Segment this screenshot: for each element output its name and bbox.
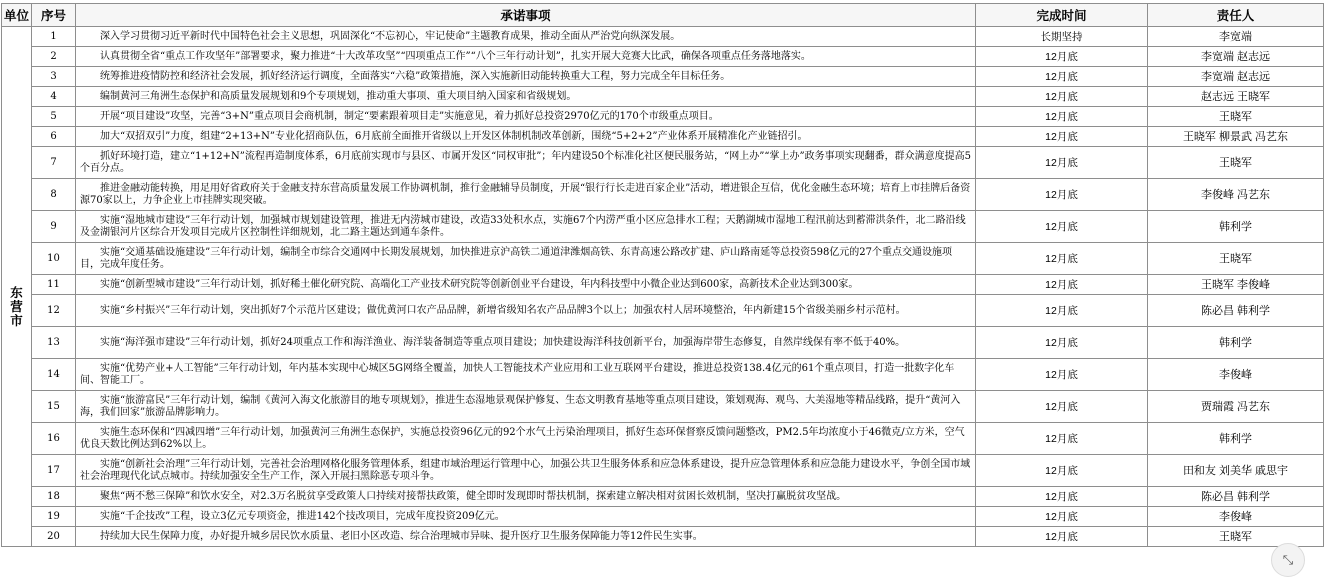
table-row [2, 327, 1324, 359]
completion-time: 12月底 [976, 243, 1148, 275]
commitment-text: 实施“交通基础设施建设”三年行动计划，编制全市综合交通网中长期发展规划，加快推进京沪高铁二通道津潍烟高铁、东青高速公路改扩建、庐山路南延等总投资598亿元的27个重点交通设施项目，完成年度任务。 [76, 243, 976, 275]
completion-time: 12月底 [976, 527, 1148, 547]
header-time: 完成时间 [976, 4, 1148, 27]
completion-time: 12月底 [976, 211, 1148, 243]
row-number: 20 [32, 527, 76, 547]
completion-time: 12月底 [976, 295, 1148, 327]
table-row [2, 295, 1324, 327]
table-row [2, 423, 1324, 455]
header-person: 责任人 [1148, 4, 1324, 27]
responsible-person: 王晓军 [1148, 147, 1324, 179]
responsible-person: 韩利学 [1148, 423, 1324, 455]
completion-time: 长期坚持 [976, 27, 1148, 47]
responsible-person: 李宽端 赵志远 [1148, 47, 1324, 67]
commitment-text: 编制黄河三角洲生态保护和高质量发展规划和9个专项规划，推动重大事项、重大项目纳入国家和省级规划。 [76, 87, 976, 107]
commitment-text: 实施“海洋强市建设”三年行动计划，抓好24项重点工作和海洋渔业、海洋装备制造等重点项目建设；加快建设海洋科技创新平台，加强海岸带生态修复，自然岸线保有率不低于40%。 [76, 327, 976, 359]
completion-time: 12月底 [976, 487, 1148, 507]
row-number: 16 [32, 423, 76, 455]
commitment-text: 实施“千企技改”工程，设立3亿元专项资金，推进142个技改项目，完成年度投资209亿元。 [76, 507, 976, 527]
row-number: 19 [32, 507, 76, 527]
table-row [2, 487, 1324, 507]
completion-time: 12月底 [976, 67, 1148, 87]
row-number: 2 [32, 47, 76, 67]
row-number: 12 [32, 295, 76, 327]
completion-time: 12月底 [976, 127, 1148, 147]
responsible-person: 李俊峰 [1148, 359, 1324, 391]
responsible-person: 王晓军 柳景武 冯艺东 [1148, 127, 1324, 147]
completion-time: 12月底 [976, 179, 1148, 211]
table-row [2, 359, 1324, 391]
completion-time: 12月底 [976, 87, 1148, 107]
row-number: 11 [32, 275, 76, 295]
table-row [2, 243, 1324, 275]
responsible-person: 韩利学 [1148, 211, 1324, 243]
responsible-person: 赵志远 王晓军 [1148, 87, 1324, 107]
row-number: 1 [32, 27, 76, 47]
completion-time: 12月底 [976, 275, 1148, 295]
header-no: 序号 [32, 4, 76, 27]
row-number: 10 [32, 243, 76, 275]
table-row [2, 211, 1324, 243]
row-number: 14 [32, 359, 76, 391]
table-row [2, 67, 1324, 87]
commitment-text: 统筹推进疫情防控和经济社会发展，抓好经济运行调度，全面落实“六稳”政策措施，深入实施新旧动能转换重大工程，努力完成全年目标任务。 [76, 67, 976, 87]
completion-time: 12月底 [976, 455, 1148, 487]
row-number: 9 [32, 211, 76, 243]
commitment-text: 持续加大民生保障力度，办好提升城乡居民饮水质量、老旧小区改造、综合治理城市异味、提升医疗卫生服务保障能力等12件民生实事。 [76, 527, 976, 547]
header-item: 承诺事项 [76, 4, 976, 27]
commitment-text: 深入学习贯彻习近平新时代中国特色社会主义思想，巩固深化“不忘初心，牢记使命”主题教育成果，推动全面从严治党向纵深发展。 [76, 27, 976, 47]
responsible-person: 李俊峰 冯艺东 [1148, 179, 1324, 211]
responsible-person: 王晓军 [1148, 527, 1324, 547]
table-row [2, 107, 1324, 127]
commitment-text: 实施“湿地城市建设”三年行动计划，加强城市规划建设管理，推进无内涝城市建设，改造33处积水点，实施67个内涝严重小区应急排水工程；天鹅湖城市湿地工程汛前达到蓄滞洪条件，北二路沿线及金湖银河片区综合开发项目完成片区控制性详细规划，北二路主题达到通车条件。 [76, 211, 976, 243]
commitment-text: 开展“项目建设”攻坚，完善“3+N”重点项目会商机制，制定“要素跟着项目走”实施意见，着力抓好总投资2970亿元的170个市级重点项目。 [76, 107, 976, 127]
commitment-text: 实施“创新社会治理”三年行动计划，完善社会治理网格化服务管理体系，组建市域治理运行管理中心，加强公共卫生服务体系和应急体系建设，提升应急管理体系和应急能力建设水平，争创全国市域社会治理现代化试点城市。持续加强安全生产工作，深入开展扫黑除恶专项斗争。 [76, 455, 976, 487]
commitment-text: 抓好环境打造，建立“1+12+N”流程再造制度体系，6月底前实现市与县区、市属开发区“同权审批”；年内建设50个标准化社区便民服务站，“网上办”“掌上办”政务事项实现翻番，群众满意度提高5个百分点。 [76, 147, 976, 179]
commitment-text: 实施“创新型城市建设”三年行动计划，抓好稀土催化研究院、高端化工产业技术研究院等创新创业平台建设，年内科技型中小微企业达到600家，高新技术企业达到300家。 [76, 275, 976, 295]
responsible-person: 王晓军 [1148, 243, 1324, 275]
table-row [2, 507, 1324, 527]
completion-time: 12月底 [976, 327, 1148, 359]
responsible-person: 王晓军 李俊峰 [1148, 275, 1324, 295]
commitment-table [1, 3, 1324, 547]
row-number: 3 [32, 67, 76, 87]
responsible-person: 李俊峰 [1148, 507, 1324, 527]
unit-cell [2, 27, 32, 547]
table-row [2, 47, 1324, 67]
responsible-person: 李宽端 赵志远 [1148, 67, 1324, 87]
row-number: 6 [32, 127, 76, 147]
responsible-person: 贾瑞霞 冯艺东 [1148, 391, 1324, 423]
row-number: 15 [32, 391, 76, 423]
table-row [2, 147, 1324, 179]
row-number: 4 [32, 87, 76, 107]
row-number: 17 [32, 455, 76, 487]
completion-time: 12月底 [976, 359, 1148, 391]
responsible-person: 田和友 刘美华 戚思宇 [1148, 455, 1324, 487]
commitment-text: 实施“优势产业+人工智能”三年行动计划，年内基本实现中心城区5G网络全覆盖，加快人工智能技术产业应用和工业互联网平台建设，推进总投资138.4亿元的61个重点项目，打造一批数字化车间、智能工厂。 [76, 359, 976, 391]
completion-time: 12月底 [976, 391, 1148, 423]
table-row [2, 455, 1324, 487]
completion-time: 12月底 [976, 507, 1148, 527]
table-row [2, 275, 1324, 295]
commitment-text: 加大“双招双引”力度，组建“2+13+N”专业化招商队伍，6月底前全面推开省级以上开发区体制机制改革创新，围绕“5+2+2”产业体系开展精准化产业链招引。 [76, 127, 976, 147]
table-body [2, 27, 1324, 547]
completion-time: 12月底 [976, 47, 1148, 67]
responsible-person: 陈必昌 韩利学 [1148, 295, 1324, 327]
row-number: 8 [32, 179, 76, 211]
commitment-text: 聚焦“两不愁三保障”和饮水安全，对2.3万名脱贫享受政策人口持续对接帮扶政策，健全即时发现即时帮扶机制，探索建立解决相对贫困长效机制，坚决打赢脱贫攻坚战。 [76, 487, 976, 507]
completion-time: 12月底 [976, 107, 1148, 127]
table-row [2, 527, 1324, 547]
responsible-person: 韩利学 [1148, 327, 1324, 359]
table-row [2, 179, 1324, 211]
commitment-text: 实施“旅游富民”三年行动计划，编制《黄河入海文化旅游目的地专项规划》，推进生态湿地景观保护修复、生态文明教育基地等重点项目建设，策划观海、观鸟、大美湿地等精品线路，提升“黄河入海，我们回家”旅游品牌影响力。 [76, 391, 976, 423]
row-number: 5 [32, 107, 76, 127]
completion-time: 12月底 [976, 147, 1148, 179]
commitment-text: 实施生态环保和“四减四增”三年行动计划，加强黄河三角洲生态保护，实施总投资96亿元的92个水气土污染治理项目，抓好生态环保督察反馈问题整改，PM2.5年均浓度小于46微克/立方米，空气优良天数比例达到62%以上。 [76, 423, 976, 455]
row-number: 18 [32, 487, 76, 507]
row-number: 7 [32, 147, 76, 179]
responsible-person: 陈必昌 韩利学 [1148, 487, 1324, 507]
table-row [2, 87, 1324, 107]
responsible-person: 王晓军 [1148, 107, 1324, 127]
unit-name: 东营市 [10, 284, 23, 328]
header-unit: 单位 [2, 4, 32, 27]
table-row [2, 27, 1324, 47]
completion-time: 12月底 [976, 423, 1148, 455]
commitment-text: 实施“乡村振兴”三年行动计划，突出抓好7个示范片区建设；做优黄河口农产品品牌，新增省级知名农产品品牌3个以上；加强农村人居环境整治，年内新建15个省级美丽乡村示范村。 [76, 295, 976, 327]
commitment-text: 认真贯彻全省“重点工作攻坚年”部署要求，聚力推进“十大改革攻坚”“四项重点工作”“八个三年行动计划”，扎实开展大竞赛大比武，确保各项重点任务落地落实。 [76, 47, 976, 67]
expand-arrows-icon[interactable]: ⤡ [1271, 543, 1305, 577]
responsible-person: 李宽端 [1148, 27, 1324, 47]
table-row [2, 391, 1324, 423]
table-header-row [2, 4, 1324, 27]
table-row [2, 127, 1324, 147]
row-number: 13 [32, 327, 76, 359]
commitment-text: 推进金融动能转换，用足用好省政府关于金融支持东营高质量发展工作协调机制，推行金融辅导员制度，开展“银行行长走进百家企业”活动，增进银企互信，优化金融生态环境；培育上市挂牌后备资源70家以上，力争企业上市挂牌实现突破。 [76, 179, 976, 211]
